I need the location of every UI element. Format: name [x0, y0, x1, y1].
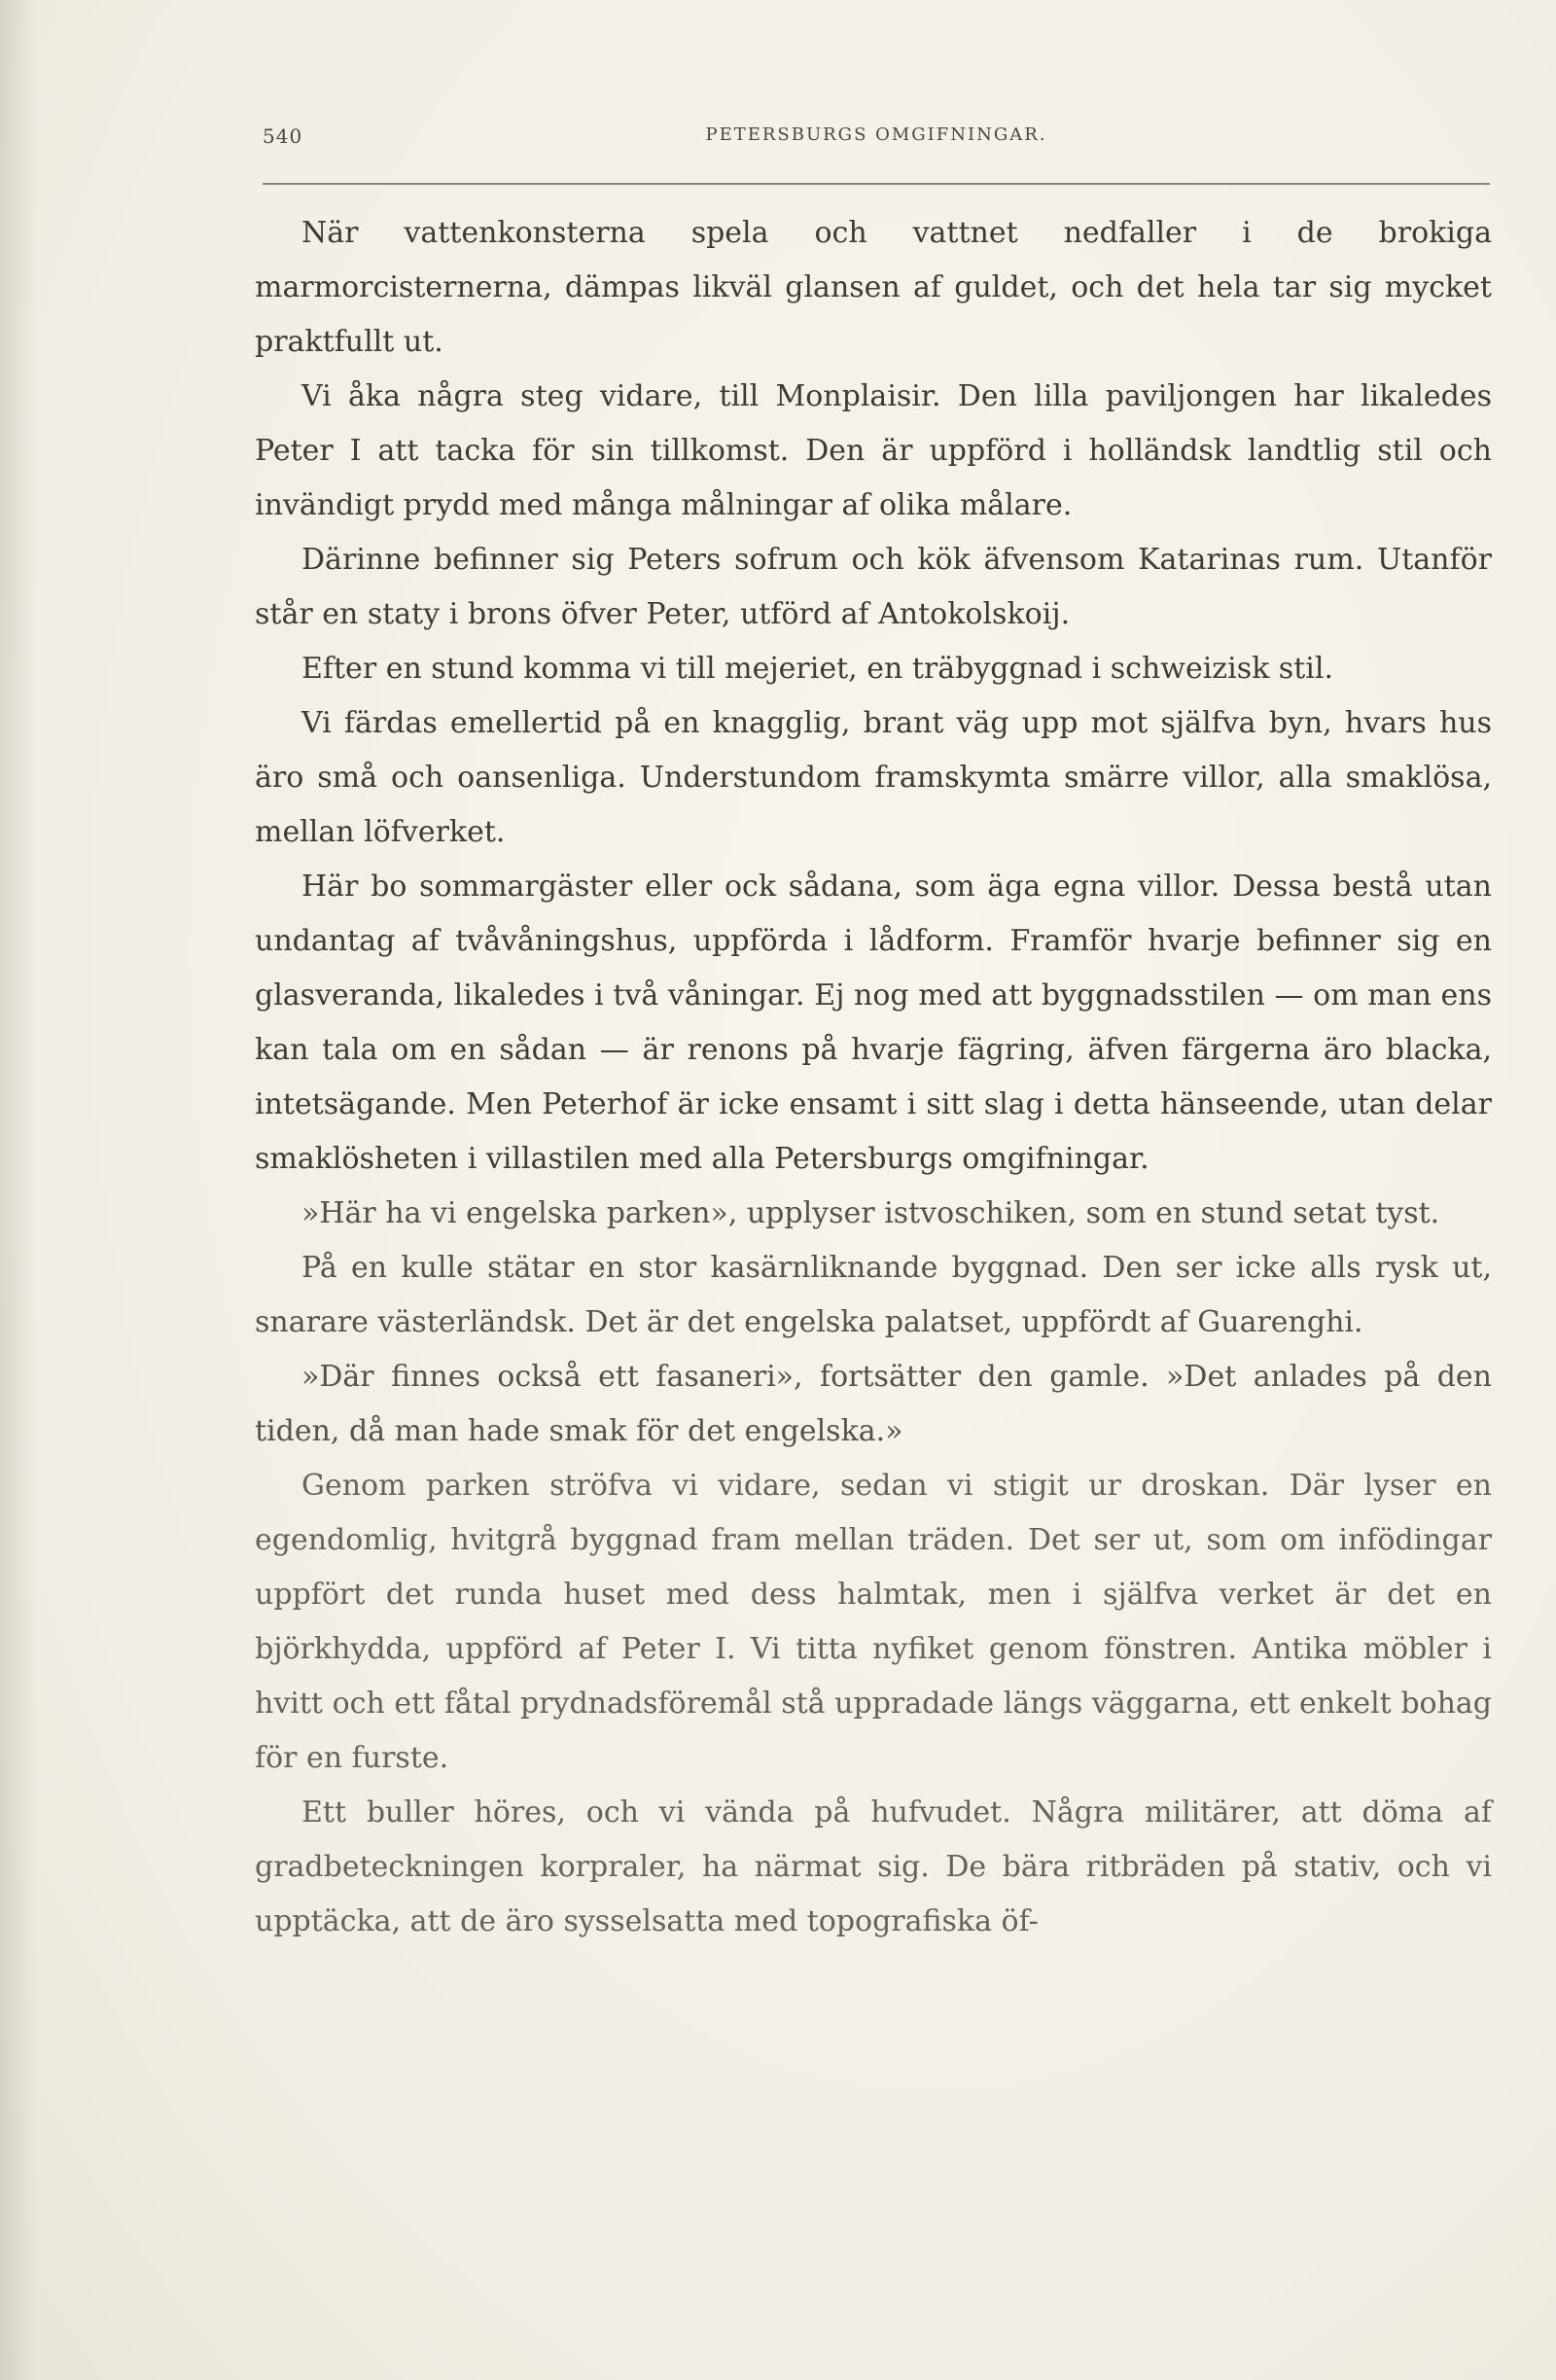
paragraph: På en kulle stätar en stor kasärnliknande byggnad. Den ser icke alls rysk ut, snarare västerländsk. Det är det engelska palatset, uppfördt af Guarenghi. — [255, 1251, 1492, 1339]
paragraph: Efter en stund komma vi till mejeriet, en träbyggnad i schweizisk stil. — [301, 652, 1333, 686]
paragraph: Därinne befinner sig Peters sofrum och kök äfvensom Katarinas rum. Utanför står en staty i brons öfver Peter, utförd af Antokolskoij. — [255, 543, 1492, 631]
text-body — [255, 206, 1492, 1949]
paragraph: »Här ha vi engelska parken», upplyser istvoschiken, som en stund setat tyst. — [301, 1196, 1440, 1230]
running-head: PETERSBURGS OMGIFNINGAR. — [705, 124, 1047, 145]
page-edge-shadow — [0, 0, 39, 2380]
paragraph: Vi åka några steg vidare, till Monplaisir. Den lilla paviljongen har likaledes Peter I att tacka för sin tillkomst. Den är uppförd i holländsk landtlig stil och invändigt prydd med många målningar af olika målare. — [255, 379, 1492, 522]
page-header — [263, 124, 1490, 185]
paragraph: »Där finnes också ett fasaneri», fortsätter den gamle. »Det anlades på den tiden, då man hade smak för det engelska.» — [255, 1360, 1492, 1448]
paragraph: Ett buller höres, och vi vända på hufvudet. Några militärer, att döma af gradbeteckningen korpraler, ha närmat sig. De bära ritbräden på stativ, och vi upptäcka, att de äro sysselsatta med topografiska öf- — [255, 1795, 1492, 1938]
paragraph: Genom parken ströfva vi vidare, sedan vi stigit ur droskan. Där lyser en egendomlig, hvitgrå byggnad fram mellan träden. Det ser ut, som om infödingar uppfört det runda huset med dess halmtak, men i själfva verket är det en björkhydda, uppförd af Peter I. Vi titta nyfiket genom fönstren. Antika möbler i hvitt och ett fåtal prydnadsföremål stå uppradade längs väggarna, ett enkelt bohag för en furste. — [255, 1469, 1492, 1775]
page-number: 540 — [263, 124, 303, 148]
paragraph: Här bo sommargäster eller ock sådana, som äga egna villor. Dessa bestå utan undantag af tvåvåningshus, uppförda i lådform. Framför hvarje befinner sig en glasveranda, likaledes i två våningar. Ej nog med att byggnadsstilen — om man ens kan tala om en sådan — är renons på hvarje fägring, äfven färgerna äro blacka, intetsägande. Men Peterhof är icke ensamt i sitt slag i detta hänseende, utan delar smaklösheten i villastilen med alla Petersburgs omgifningar. — [255, 870, 1492, 1176]
paragraph: När vattenkonsterna spela och vattnet nedfaller i de brokiga marmorcisternerna, dämpas likväl glansen af guldet, och det hela tar sig mycket praktfullt ut. — [255, 216, 1492, 359]
paragraph: Vi färdas emellertid på en knagglig, brant väg upp mot själfva byn, hvars hus äro små och oansenliga. Understundom framskymta smärre villor, alla smaklösa, mellan löfverket. — [255, 706, 1492, 849]
